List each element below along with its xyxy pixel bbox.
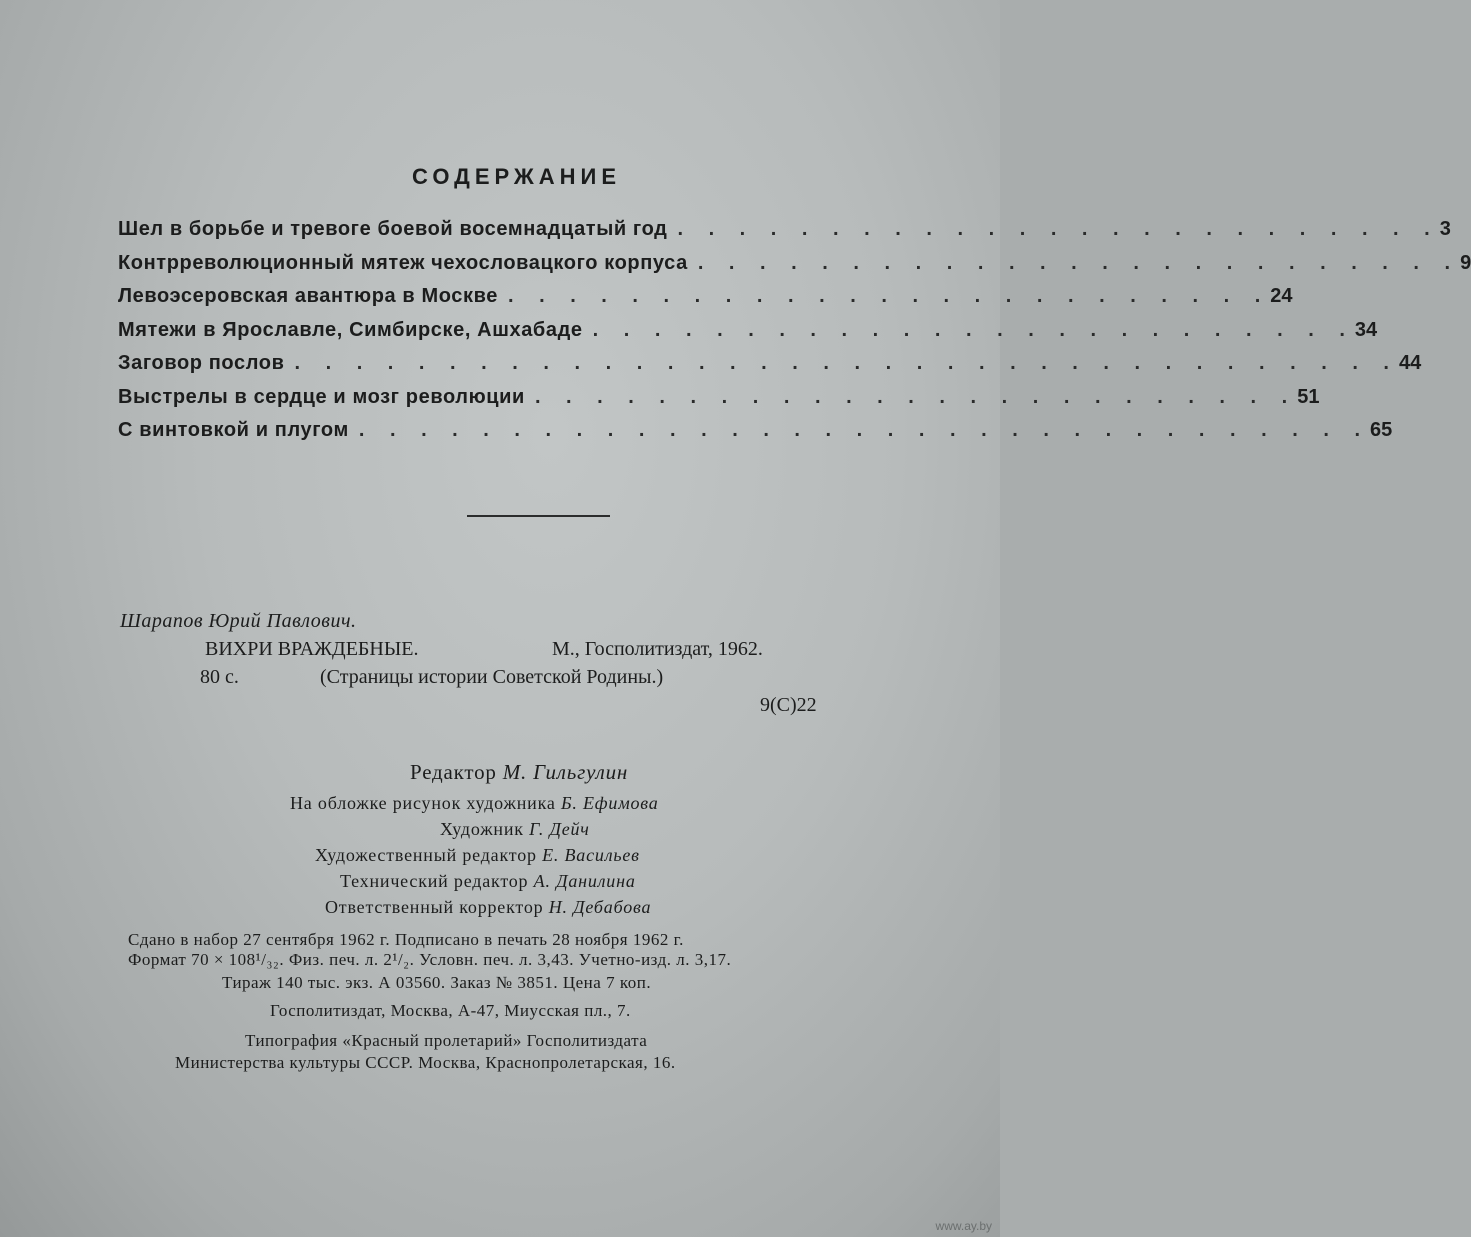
editor-credit	[410, 760, 628, 785]
table-of-contents	[118, 218, 1471, 453]
toc-entry-page: 9	[1460, 251, 1471, 274]
toc-entry-page: 65	[1370, 419, 1393, 441]
toc-entry	[118, 251, 1471, 286]
classification-index: 9(С)22	[760, 694, 817, 716]
toc-entry	[118, 385, 1320, 420]
toc-entry-page: 51	[1297, 385, 1320, 408]
toc-entry-title: Контрреволюционный мятеж чехословацкого корпуса	[118, 251, 688, 274]
toc-leader-dots: . . . . . . . . . . . . . . . . . . . . . . . . .	[507, 285, 1271, 307]
imprint-line: Формат 70 × 108¹/₃₂. Физ. печ. л. 2¹/₂. Условн. печ. л. 3,43. Учетно-изд. л. 3,17.	[128, 950, 732, 969]
toc-entry-title: Выстрелы в сердце и мозг революции	[118, 385, 525, 408]
toc-leader-dots: . . . . . . . . . . . . . . . . . . . . . . . . .	[534, 385, 1298, 408]
toc-entry-title: С винтовкой и плугом	[118, 419, 349, 441]
artist-credit	[440, 819, 590, 840]
imprint-line: Сдано в набор 27 сентября 1962 г. Подписано в печать 28 ноября 1962 г.	[128, 930, 684, 949]
cover-credit	[290, 793, 659, 814]
toc-leader-dots: . . . . . . . . . . . . . . . . . . . . . . . . . . . . . . . . . . . .	[294, 352, 1399, 374]
toc-entry-title: Левоэсеровская авантюра в Москве	[118, 285, 498, 307]
artist-label: Художник	[440, 819, 524, 839]
toc-entry-page: 24	[1270, 285, 1293, 307]
art-editor-name: Е. Васильев	[542, 845, 640, 865]
page-count: 80 с.	[200, 666, 239, 688]
artist-name: Г. Дейч	[529, 819, 590, 839]
toc-entry-page: 3	[1439, 218, 1451, 240]
proofreader-credit	[325, 897, 651, 918]
book-title: ВИХРИ ВРАЖДЕБНЫЕ.	[205, 638, 419, 660]
toc-entry-page: 34	[1354, 318, 1378, 341]
imprint-line: Госполитиздат, Москва, А-47, Миусская пл., 7.	[270, 1001, 631, 1020]
toc-entry-title: Заговор послов	[118, 352, 285, 374]
toc-entry	[118, 352, 1422, 386]
bibliographic-record	[120, 610, 860, 722]
proofreader-name: Н. Дебабова	[548, 897, 652, 917]
imprint-line: Министерства культуры СССР. Москва, Краснопролетарская, 16.	[175, 1053, 676, 1072]
author-name: Шарапов Юрий Павлович.	[120, 610, 357, 632]
cover-label: На обложке рисунок художника	[290, 793, 556, 813]
section-divider	[467, 515, 610, 517]
toc-leader-dots: . . . . . . . . . . . . . . . . . . . . . . . . .	[592, 318, 1355, 341]
editor-label: Редактор	[410, 760, 497, 784]
contents-heading: СОДЕРЖАНИЕ	[412, 164, 622, 189]
art-editor-credit	[315, 845, 640, 866]
cover-name: Б. Ефимова	[561, 793, 659, 813]
proofreader-label: Ответственный корректор	[325, 897, 544, 917]
art-editor-label: Художественный редактор	[315, 845, 537, 865]
publisher-info: М., Госполитиздат, 1962.	[552, 638, 763, 660]
toc-entry	[118, 218, 1451, 252]
imprint-line: Типография «Красный пролетарий» Госполитиздата	[245, 1031, 648, 1050]
toc-entry-page: 44	[1399, 352, 1422, 374]
toc-entry-title: Мятежи в Ярославле, Симбирске, Ашхабаде	[118, 318, 583, 341]
editor-name: М. Гильгулин	[502, 760, 629, 784]
tech-editor-credit	[340, 871, 636, 892]
toc-entry-title: Шел в борьбе и тревоге боевой восемнадцатый год	[118, 218, 668, 240]
toc-entry	[118, 419, 1393, 453]
toc-leader-dots: . . . . . . . . . . . . . . . . . . . . . . . . . . . . . . . . .	[358, 419, 1371, 441]
imprint-line: Тираж 140 тыс. экз. А 03560. Заказ № 3851. Цена 7 коп.	[222, 973, 652, 992]
tech-editor-name: А. Данилина	[533, 871, 636, 891]
tech-editor-label: Технический редактор	[340, 871, 529, 891]
toc-leader-dots: . . . . . . . . . . . . . . . . . . . . . . . . .	[677, 218, 1440, 240]
site-watermark: www.ay.by	[935, 1219, 992, 1233]
toc-leader-dots: . . . . . . . . . . . . . . . . . . . . . . . . .	[697, 251, 1461, 274]
toc-entry	[118, 318, 1378, 353]
series-name: (Страницы истории Советской Родины.)	[320, 666, 664, 688]
toc-entry	[118, 285, 1293, 319]
